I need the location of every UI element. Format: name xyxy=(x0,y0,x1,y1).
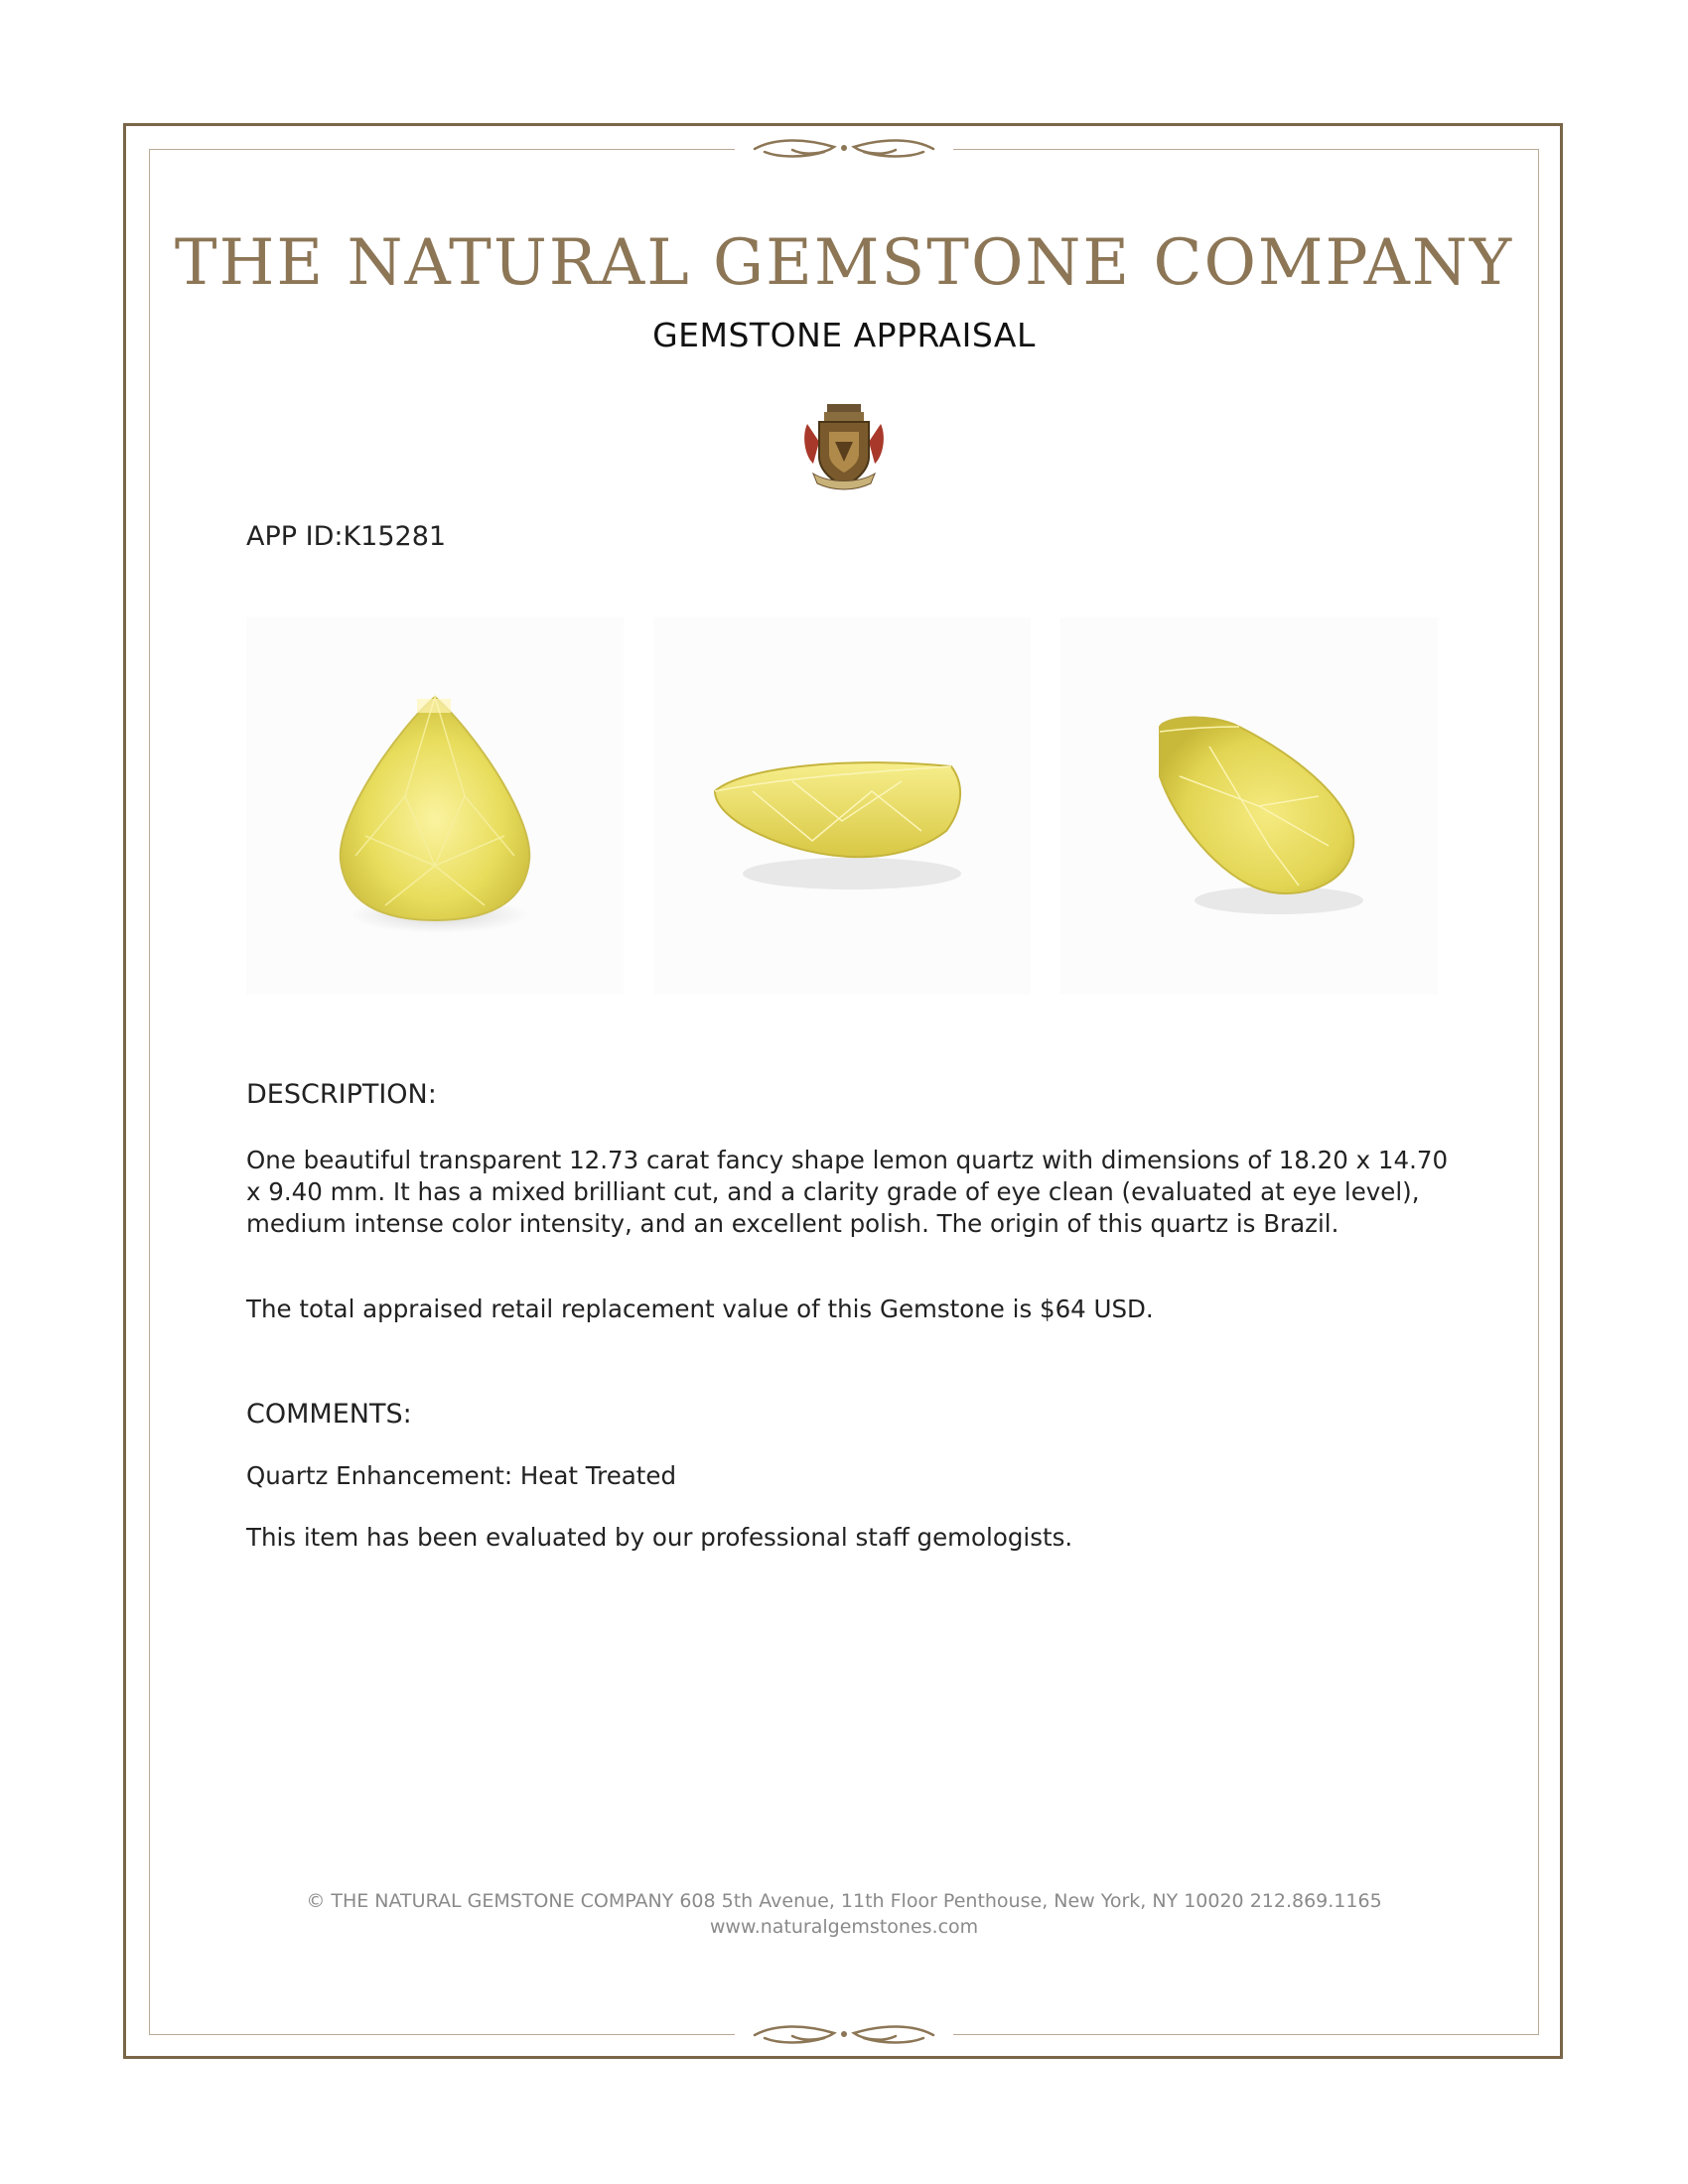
value-statement: The total appraised retail replacement value of this Gemstone is $64 USD. xyxy=(246,1295,1154,1323)
comments-heading: COMMENTS: xyxy=(246,1399,412,1430)
description-heading: DESCRIPTION: xyxy=(246,1079,437,1110)
gem-angle-view xyxy=(1060,617,1438,995)
app-id-label: APP ID: xyxy=(246,521,344,552)
app-id-value: K15281 xyxy=(343,521,447,552)
footer-website[interactable]: www.naturalgemstones.com xyxy=(709,1916,979,1938)
app-id xyxy=(246,521,446,552)
gem-top-view xyxy=(246,617,624,995)
flourish-ornament-icon xyxy=(735,2020,953,2050)
enhancement-comment: Quartz Enhancement: Heat Treated xyxy=(246,1461,677,1490)
flourish-ornament-icon xyxy=(735,134,953,164)
footer-address: © THE NATURAL GEMSTONE COMPANY 608 5th Avenue, 11th Floor Penthouse, New York, NY 10020 212.869.1165 xyxy=(306,1890,1382,1912)
company-title: THE NATURAL GEMSTONE COMPANY xyxy=(174,226,1514,300)
document-subtitle: GEMSTONE APPRAISAL xyxy=(652,316,1036,354)
gem-side-view xyxy=(653,617,1031,995)
evaluation-comment: This item has been evaluated by our professional staff gemologists. xyxy=(246,1523,1073,1552)
crest-icon xyxy=(799,402,889,496)
description-text: One beautiful transparent 12.73 carat fancy shape lemon quartz with dimensions of 18.20 x 14.70 x 9.40 mm. It has a mixed brilliant cut, and a clarity grade of eye clean (evaluated at eye level), medium intense color intensity, and an excellent polish. The origin of this quartz is Brazil. xyxy=(246,1146,1449,1238)
